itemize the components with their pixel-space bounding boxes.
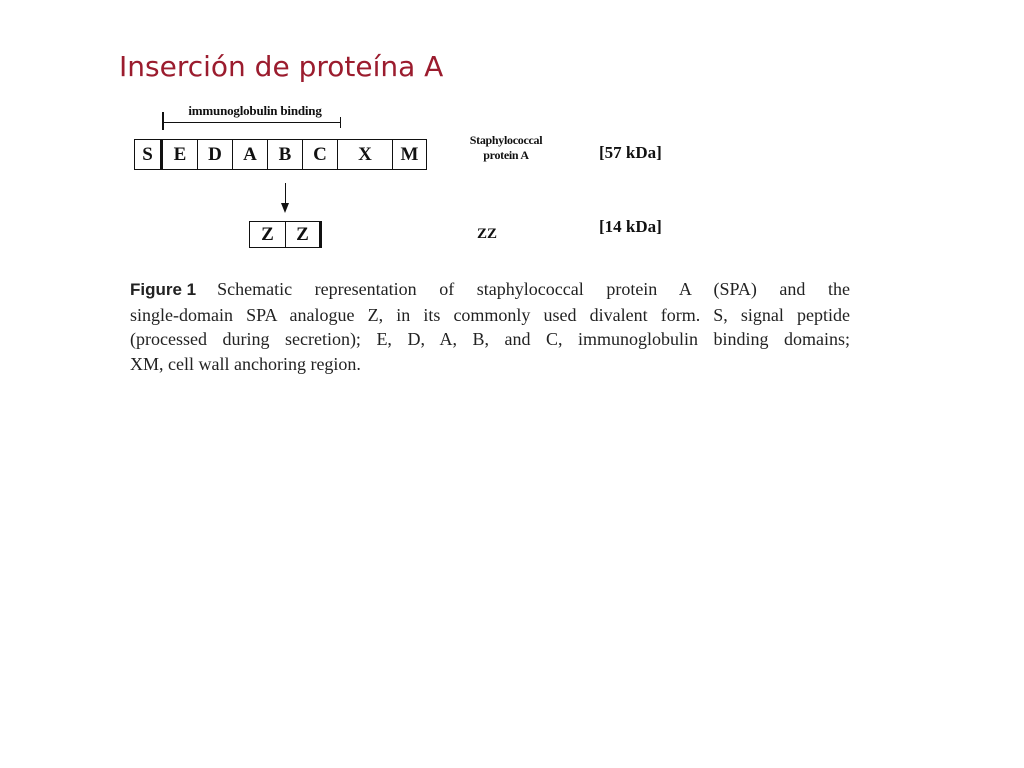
domain-d: D bbox=[198, 140, 233, 169]
caption-text-1: Schematic representation of staphylococcal protein A (SPA) and the bbox=[217, 279, 850, 299]
domain-z-1: Z bbox=[250, 222, 286, 247]
spa-name-line1: Staphylococcal bbox=[469, 133, 543, 147]
caption-line-4: XM, cell wall anchoring region. bbox=[130, 353, 361, 374]
down-arrow-shaft bbox=[285, 183, 286, 205]
figure-caption bbox=[130, 277, 850, 376]
domain-s: S bbox=[135, 140, 163, 169]
domain-z-2: Z bbox=[286, 222, 322, 247]
domain-e: E bbox=[163, 140, 198, 169]
figure-label: Figure 1 bbox=[130, 280, 197, 299]
caption-line-1 bbox=[130, 277, 850, 303]
zz-domain-box bbox=[249, 221, 322, 248]
bracket-label: immunoglobulin binding bbox=[188, 103, 322, 118]
spa-mass: [57 kDa] bbox=[599, 143, 662, 162]
domain-a: A bbox=[233, 140, 268, 169]
zz-name: ZZ bbox=[477, 226, 498, 242]
domain-x: X bbox=[338, 140, 393, 169]
domain-b: B bbox=[268, 140, 303, 169]
bracket-tick-right bbox=[340, 117, 341, 128]
bracket-line bbox=[163, 122, 341, 123]
down-arrow-icon bbox=[281, 203, 289, 213]
bracket-tick-left bbox=[162, 112, 164, 130]
caption-line-2: single-domain SPA analogue Z, in its commonly used divalent form. S, signal peptide bbox=[130, 304, 850, 325]
spa-name bbox=[452, 133, 560, 163]
domain-m: M bbox=[393, 140, 427, 169]
spa-name-line2: protein A bbox=[483, 148, 529, 162]
zz-mass: [14 kDa] bbox=[599, 217, 662, 236]
domain-c: C bbox=[303, 140, 338, 169]
slide-title: Inserción de proteína A bbox=[119, 50, 444, 83]
spa-domain-box bbox=[134, 139, 427, 170]
caption-line-3: (processed during secretion); E, D, A, B, and C, immunoglobulin binding domains; bbox=[130, 329, 850, 349]
